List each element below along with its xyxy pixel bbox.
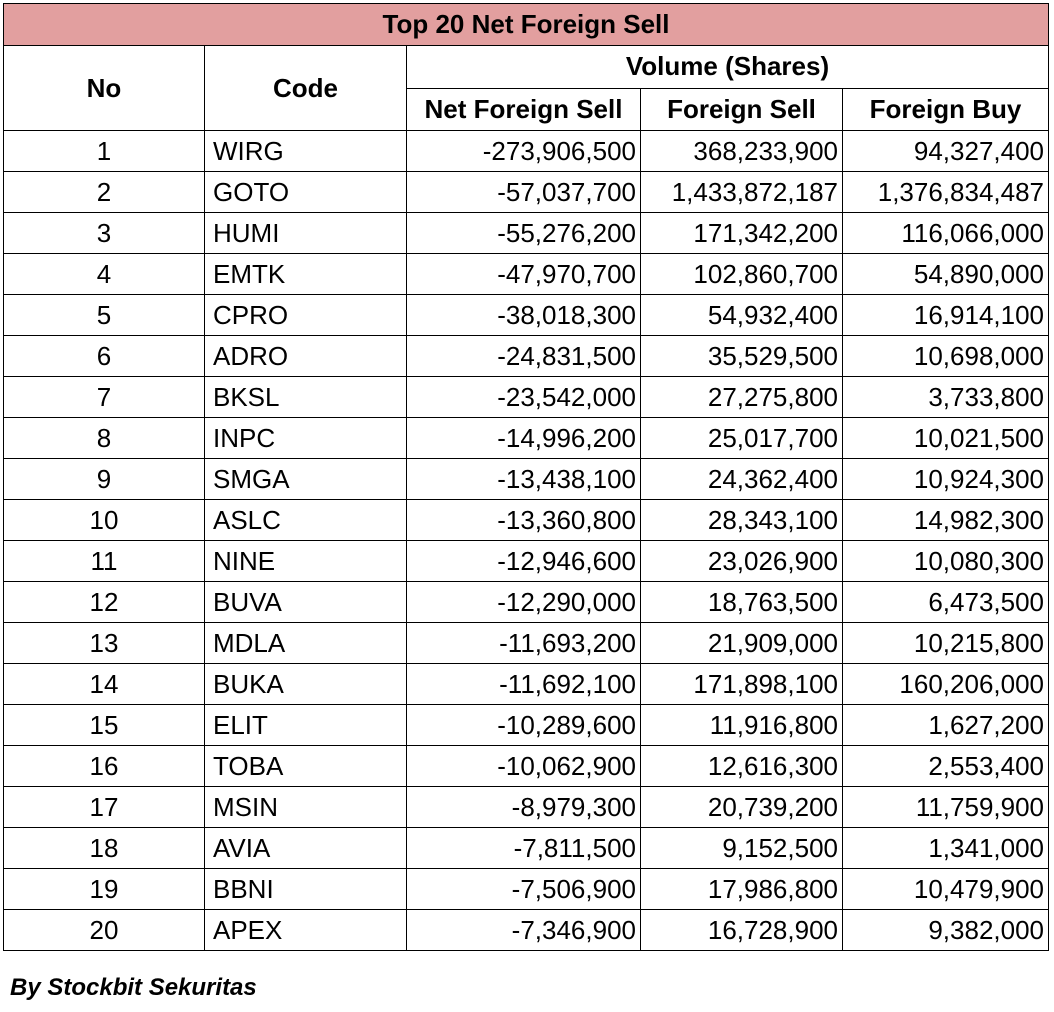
row-net-foreign-sell: -12,946,600 <box>407 541 641 582</box>
table-row <box>4 869 1049 910</box>
row-no: 1 <box>4 131 205 172</box>
row-net-foreign-sell: -7,346,900 <box>407 910 641 951</box>
row-foreign-sell: 16,728,900 <box>641 910 843 951</box>
table-row <box>4 787 1049 828</box>
row-no: 9 <box>4 459 205 500</box>
row-no: 8 <box>4 418 205 459</box>
footer-credit: By Stockbit Sekuritas <box>10 974 257 1001</box>
row-code: APEX <box>205 910 407 951</box>
row-code: EMTK <box>205 254 407 295</box>
table-body <box>4 131 1049 951</box>
row-foreign-sell: 12,616,300 <box>641 746 843 787</box>
row-code: AVIA <box>205 828 407 869</box>
row-foreign-sell: 27,275,800 <box>641 377 843 418</box>
row-net-foreign-sell: -23,542,000 <box>407 377 641 418</box>
row-foreign-buy: 116,066,000 <box>843 213 1049 254</box>
row-foreign-sell: 20,739,200 <box>641 787 843 828</box>
row-foreign-sell: 24,362,400 <box>641 459 843 500</box>
row-foreign-buy: 10,479,900 <box>843 869 1049 910</box>
row-foreign-buy: 54,890,000 <box>843 254 1049 295</box>
row-foreign-sell: 102,860,700 <box>641 254 843 295</box>
row-code: MSIN <box>205 787 407 828</box>
row-code: INPC <box>205 418 407 459</box>
table-row <box>4 623 1049 664</box>
row-foreign-sell: 17,986,800 <box>641 869 843 910</box>
row-no: 12 <box>4 582 205 623</box>
row-foreign-buy: 10,698,000 <box>843 336 1049 377</box>
table-row <box>4 541 1049 582</box>
row-foreign-buy: 1,627,200 <box>843 705 1049 746</box>
row-code: ADRO <box>205 336 407 377</box>
row-code: WIRG <box>205 131 407 172</box>
header-code: Code <box>205 46 407 131</box>
row-foreign-buy: 16,914,100 <box>843 295 1049 336</box>
table-row <box>4 828 1049 869</box>
row-no: 16 <box>4 746 205 787</box>
table-row <box>4 582 1049 623</box>
row-foreign-sell: 9,152,500 <box>641 828 843 869</box>
row-foreign-buy: 9,382,000 <box>843 910 1049 951</box>
row-foreign-sell: 28,343,100 <box>641 500 843 541</box>
row-net-foreign-sell: -7,811,500 <box>407 828 641 869</box>
row-foreign-sell: 1,433,872,187 <box>641 172 843 213</box>
row-code: GOTO <box>205 172 407 213</box>
row-foreign-buy: 3,733,800 <box>843 377 1049 418</box>
row-foreign-sell: 21,909,000 <box>641 623 843 664</box>
row-foreign-buy: 1,376,834,487 <box>843 172 1049 213</box>
row-no: 4 <box>4 254 205 295</box>
row-code: BKSL <box>205 377 407 418</box>
row-code: ASLC <box>205 500 407 541</box>
row-foreign-buy: 6,473,500 <box>843 582 1049 623</box>
row-code: BUVA <box>205 582 407 623</box>
header-volume: Volume (Shares) <box>407 46 1049 89</box>
table-row <box>4 377 1049 418</box>
table-row <box>4 172 1049 213</box>
row-no: 7 <box>4 377 205 418</box>
row-foreign-buy: 1,341,000 <box>843 828 1049 869</box>
row-foreign-sell: 25,017,700 <box>641 418 843 459</box>
table-row <box>4 213 1049 254</box>
row-net-foreign-sell: -47,970,700 <box>407 254 641 295</box>
row-net-foreign-sell: -273,906,500 <box>407 131 641 172</box>
row-foreign-sell: 18,763,500 <box>641 582 843 623</box>
row-no: 15 <box>4 705 205 746</box>
row-no: 14 <box>4 664 205 705</box>
row-no: 2 <box>4 172 205 213</box>
table-row <box>4 910 1049 951</box>
row-foreign-buy: 10,215,800 <box>843 623 1049 664</box>
row-no: 18 <box>4 828 205 869</box>
row-net-foreign-sell: -10,062,900 <box>407 746 641 787</box>
row-foreign-buy: 11,759,900 <box>843 787 1049 828</box>
row-net-foreign-sell: -13,360,800 <box>407 500 641 541</box>
table-row <box>4 459 1049 500</box>
table-row <box>4 664 1049 705</box>
row-no: 20 <box>4 910 205 951</box>
row-code: CPRO <box>205 295 407 336</box>
row-foreign-buy: 160,206,000 <box>843 664 1049 705</box>
row-foreign-buy: 2,553,400 <box>843 746 1049 787</box>
row-no: 13 <box>4 623 205 664</box>
row-foreign-sell: 35,529,500 <box>641 336 843 377</box>
row-net-foreign-sell: -7,506,900 <box>407 869 641 910</box>
row-net-foreign-sell: -13,438,100 <box>407 459 641 500</box>
row-no: 19 <box>4 869 205 910</box>
row-foreign-buy: 10,924,300 <box>843 459 1049 500</box>
table-row <box>4 746 1049 787</box>
row-no: 17 <box>4 787 205 828</box>
row-code: BUKA <box>205 664 407 705</box>
row-net-foreign-sell: -11,693,200 <box>407 623 641 664</box>
net-foreign-sell-table <box>3 3 1049 951</box>
row-no: 10 <box>4 500 205 541</box>
row-code: BBNI <box>205 869 407 910</box>
row-foreign-buy: 94,327,400 <box>843 131 1049 172</box>
row-net-foreign-sell: -57,037,700 <box>407 172 641 213</box>
row-net-foreign-sell: -10,289,600 <box>407 705 641 746</box>
row-net-foreign-sell: -24,831,500 <box>407 336 641 377</box>
header-foreign-sell: Foreign Sell <box>641 88 843 131</box>
row-net-foreign-sell: -55,276,200 <box>407 213 641 254</box>
row-foreign-sell: 11,916,800 <box>641 705 843 746</box>
table-row <box>4 295 1049 336</box>
row-net-foreign-sell: -14,996,200 <box>407 418 641 459</box>
row-no: 11 <box>4 541 205 582</box>
row-net-foreign-sell: -8,979,300 <box>407 787 641 828</box>
row-foreign-sell: 171,898,100 <box>641 664 843 705</box>
row-no: 6 <box>4 336 205 377</box>
header-no: No <box>4 46 205 131</box>
table-row <box>4 254 1049 295</box>
table-row <box>4 705 1049 746</box>
row-foreign-buy: 10,080,300 <box>843 541 1049 582</box>
header-net-foreign-sell: Net Foreign Sell <box>407 88 641 131</box>
row-net-foreign-sell: -11,692,100 <box>407 664 641 705</box>
row-no: 3 <box>4 213 205 254</box>
table-row <box>4 131 1049 172</box>
row-no: 5 <box>4 295 205 336</box>
row-foreign-buy: 10,021,500 <box>843 418 1049 459</box>
row-foreign-sell: 54,932,400 <box>641 295 843 336</box>
row-foreign-sell: 368,233,900 <box>641 131 843 172</box>
table-row <box>4 336 1049 377</box>
row-foreign-sell: 171,342,200 <box>641 213 843 254</box>
table-row <box>4 500 1049 541</box>
row-foreign-buy: 14,982,300 <box>843 500 1049 541</box>
row-code: NINE <box>205 541 407 582</box>
row-code: MDLA <box>205 623 407 664</box>
row-foreign-sell: 23,026,900 <box>641 541 843 582</box>
header-foreign-buy: Foreign Buy <box>843 88 1049 131</box>
table-row <box>4 418 1049 459</box>
row-code: ELIT <box>205 705 407 746</box>
row-net-foreign-sell: -38,018,300 <box>407 295 641 336</box>
row-code: TOBA <box>205 746 407 787</box>
row-net-foreign-sell: -12,290,000 <box>407 582 641 623</box>
row-code: HUMI <box>205 213 407 254</box>
row-code: SMGA <box>205 459 407 500</box>
table-title: Top 20 Net Foreign Sell <box>4 4 1049 46</box>
